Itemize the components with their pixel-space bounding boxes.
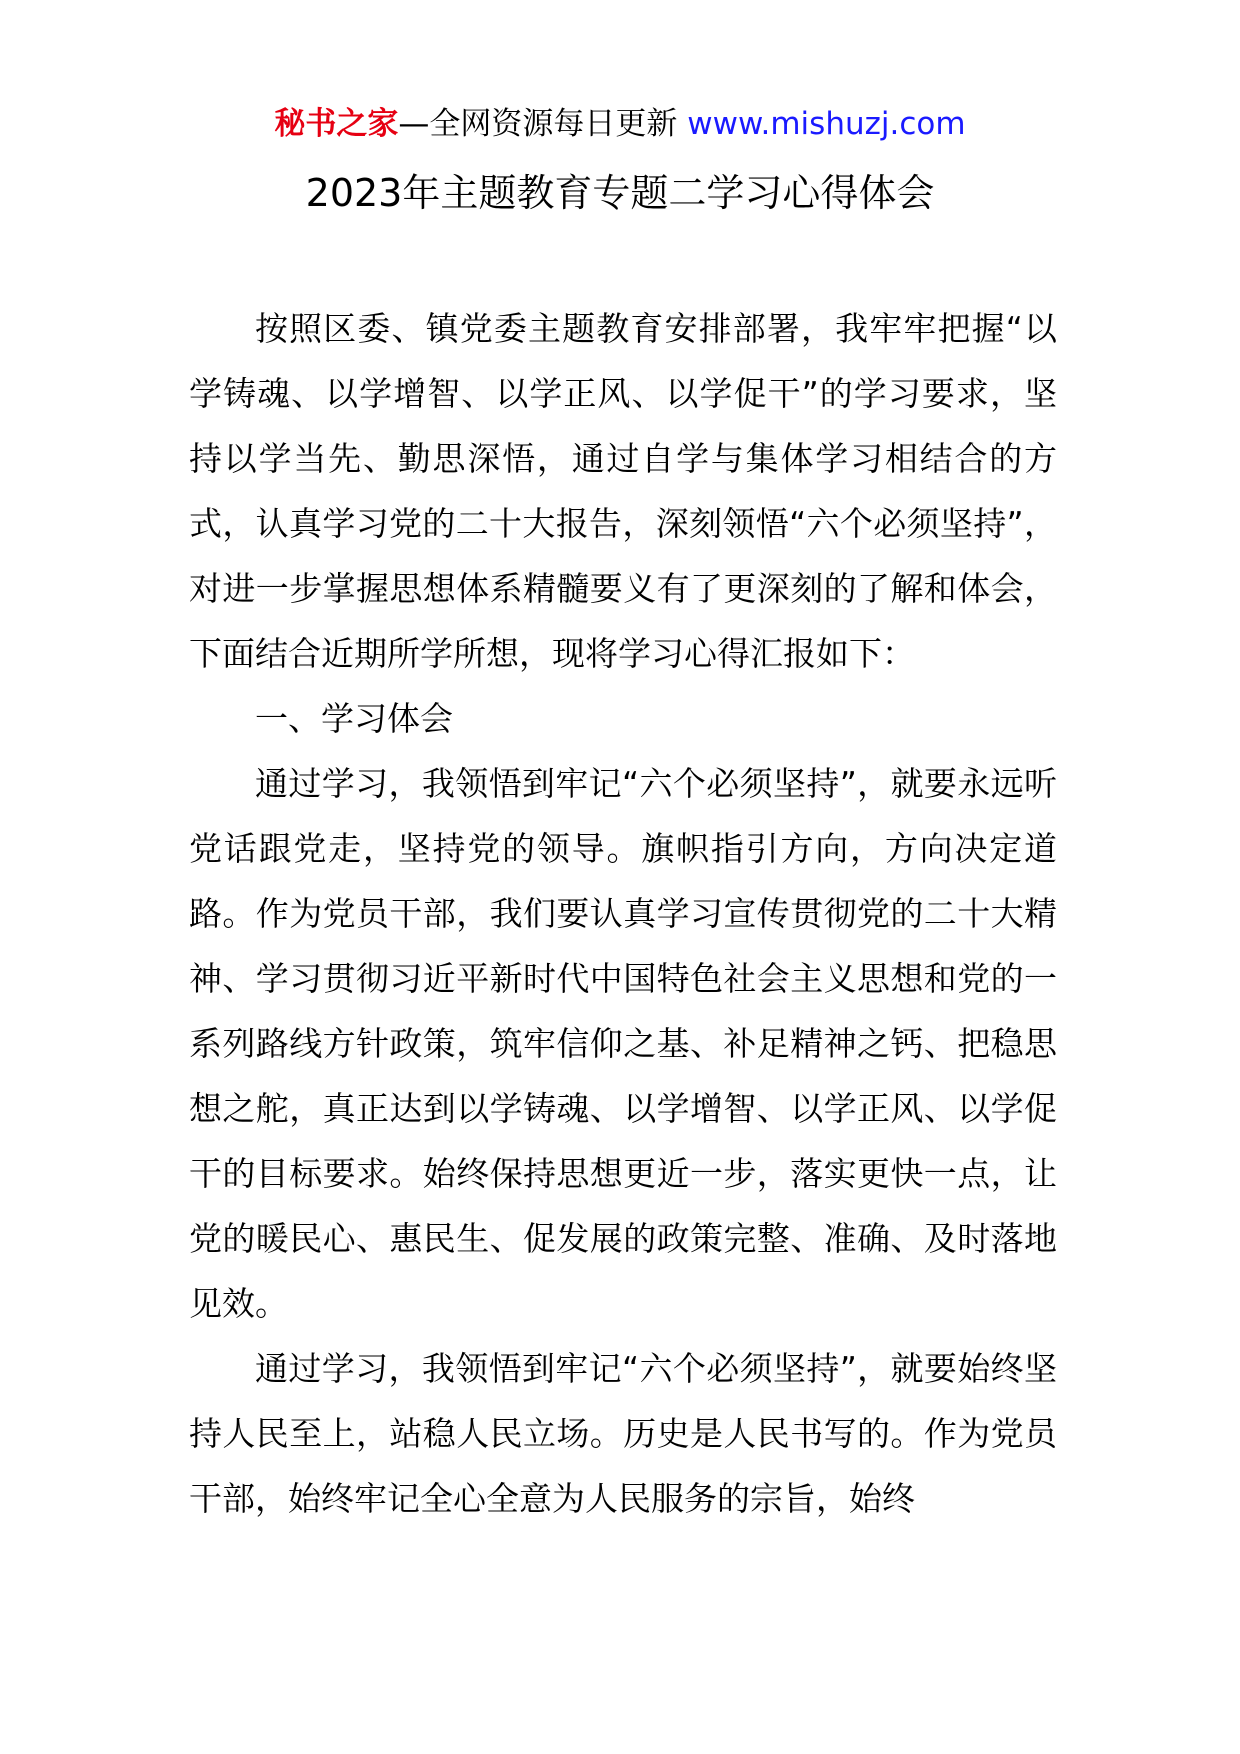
banner-tagline: —全网资源每日更新	[398, 106, 688, 142]
site-url-link[interactable]: www.mishuzj.com	[687, 106, 966, 142]
document-body	[189, 296, 1057, 1531]
document-title: 2023年主题教育专题二学习心得体会	[305, 171, 935, 215]
brand-name: 秘书之家	[274, 106, 399, 142]
site-banner	[0, 102, 1240, 146]
section-heading: 一、学习体会	[255, 699, 453, 738]
intro-paragraph: 按照区委、镇党委主题教育安排部署，我牢牢把握“以学铸魂、以学增智、以学正风、以学促干”的学习要求，坚持以学当先、勤思深悟，通过自学与集体学习相结合的方式，认真学习党的二十大报告，深刻领悟“六个必须坚持”，对进一步掌握思想体系精髓要义有了更深刻的了解和体会，下面结合近期所学所想，现将学习心得汇报如下：	[189, 309, 1057, 673]
body-paragraph: 通过学习，我领悟到牢记“六个必须坚持”，就要始终坚持人民至上，站稳人民立场。历史是人民书写的。作为党员干部，始终牢记全心全意为人民服务的宗旨，始终	[189, 1349, 1057, 1518]
body-paragraph: 通过学习，我领悟到牢记“六个必须坚持”，就要永远听党话跟党走，坚持党的领导。旗帜指引方向，方向决定道路。作为党员干部，我们要认真学习宣传贯彻党的二十大精神、学习贯彻习近平新时代中国特色社会主义思想和党的一系列路线方针政策，筑牢信仰之基、补足精神之钙、把稳思想之舵，真正达到以学铸魂、以学增智、以学正风、以学促干的目标要求。始终保持思想更近一步，落实更快一点，让党的暖民心、惠民生、促发展的政策完整、准确、及时落地见效。	[189, 764, 1057, 1323]
